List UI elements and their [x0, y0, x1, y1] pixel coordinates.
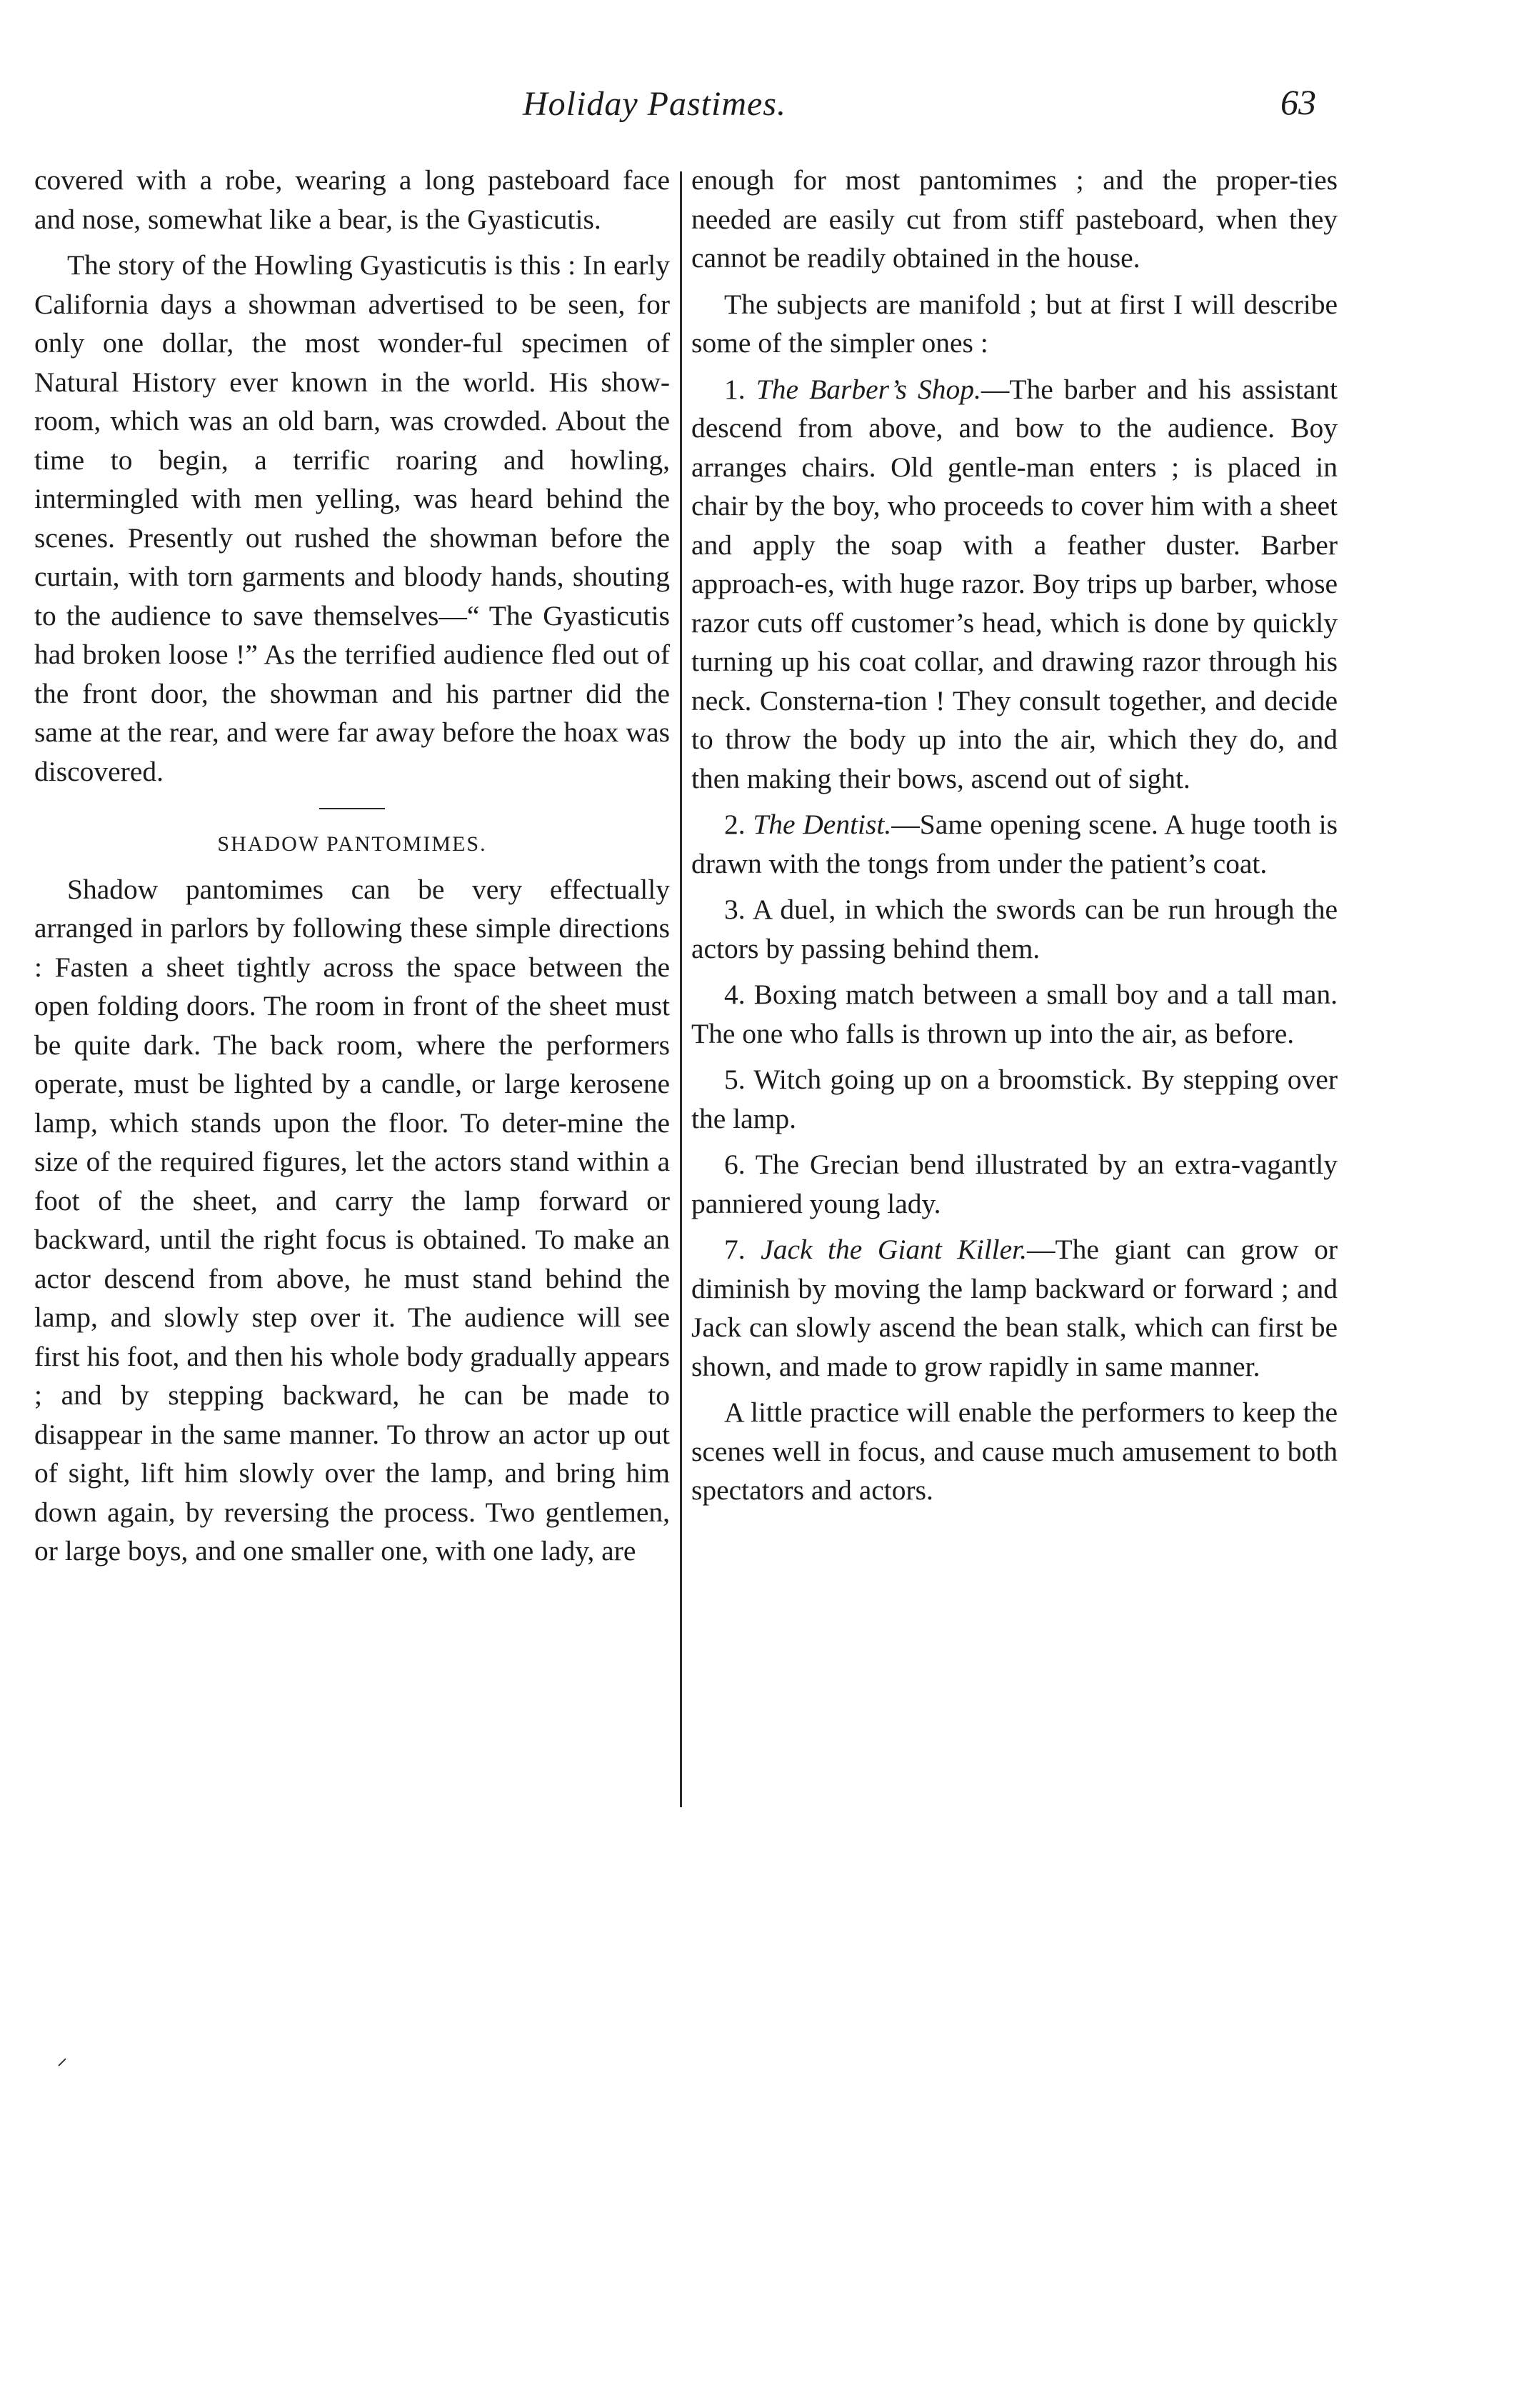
list-item — [691, 1230, 1338, 1386]
item-number: 3. — [724, 894, 746, 925]
right-column — [691, 161, 1338, 1517]
item-number: 7. — [724, 1234, 746, 1265]
list-item — [691, 975, 1338, 1053]
paragraph: covered with a robe, wearing a long pasteboard face and nose, somewhat like a bear, is the Gyasticutis. — [34, 164, 670, 235]
list-item — [691, 805, 1338, 883]
list-item — [691, 1060, 1338, 1138]
item-number: 6. — [724, 1149, 746, 1180]
page-number: 63 — [1280, 82, 1316, 122]
item-text: —Same opening scene. A huge tooth is drawn with the tongs from under the patient’s coat. — [691, 809, 1338, 879]
running-head — [0, 84, 1524, 141]
list-item — [691, 890, 1338, 968]
left-column — [34, 161, 670, 1578]
paragraph: The story of the Howling Gyasticutis is this : In early California days a showman advertised to be seen, for only one dollar, the most wonder-ful specimen of Natural History ever known in the world. His show-room, which was an old barn, was crowded. About the time to begin, a terrific roaring and howling, intermingled with men yelling, was heard behind the scenes. Presently out rushed the showman before the curtain, with torn garments and bloody hands, shouting to the audience to save themselves—“ The Gyasticutis had broken loose !” As the terrified audience fled out of the front door, the showman and his partner did the same at the rear, and were far away before the hoax was discovered. — [34, 249, 670, 787]
paragraph: Shadow pantomimes can be very effectually arranged in parlors by following these simple directions : Fasten a sheet tightly across the space between the open folding doors. The room in front of the sheet must be quite dark. The back room, where the performers operate, must be lighted by a candle, or large kerosene lamp, which stands upon the floor. To deter-mine the size of the required figures, let the actors stand within a foot of the sheet, and carry the lamp forward or backward, until the right focus is obtained. To make an actor descend from above, he must stand behind the lamp, and slowly step over it. The audience will see first his foot, and then his whole body gradually appears ; and by stepping backward, he can be made to disappear in the same manner. To throw an actor up out of sight, lift him slowly over the lamp, and bring him down again, by reversing the process. Two gentlemen, or large boys, and one smaller one, with one lady, are — [34, 873, 670, 1567]
item-number: 2. — [724, 809, 746, 840]
section-divider — [319, 808, 385, 809]
item-number: 5. — [724, 1064, 746, 1095]
paragraph: A little practice will enable the performers to keep the scenes well in focus, and cause much amusement to both spectators and actors. — [691, 1397, 1338, 1506]
paragraph: The subjects are manifold ; but at first I will describe some of the simpler ones : — [691, 288, 1338, 359]
list-item — [691, 1145, 1338, 1223]
item-number: 4. — [724, 979, 746, 1010]
item-text: The Grecian bend illustrated by an extra-vagantly panniered young lady. — [691, 1149, 1338, 1219]
running-title: Holiday Pastimes. — [523, 85, 786, 123]
item-number: 1. — [724, 373, 746, 405]
section-heading: SHADOW PANTOMIMES. — [217, 832, 487, 856]
item-title: The Dentist. — [753, 809, 892, 840]
item-text: —The giant can grow or diminish by moving the lamp backward or forward ; and Jack can slowly ascend the bean stalk, which can first be shown, and made to grow rapidly in same manner. — [691, 1234, 1338, 1382]
column-divider — [680, 171, 682, 1807]
item-text: Boxing match between a small boy and a tall man. The one who falls is thrown up into the air, as before. — [691, 979, 1338, 1049]
paragraph: enough for most pantomimes ; and the proper-ties needed are easily cut from stiff pasteboard, when they cannot be readily obtained in the house. — [691, 164, 1338, 274]
item-title: The Barber’s Shop. — [756, 373, 981, 405]
item-title: Jack the Giant Killer. — [761, 1234, 1028, 1265]
item-text: A duel, in which the swords can be run hrough the actors by passing behind them. — [691, 894, 1338, 964]
item-text: Witch going up on a broomstick. By stepping over the lamp. — [691, 1064, 1338, 1134]
list-item — [691, 370, 1338, 799]
stray-mark — [58, 2058, 66, 2066]
item-text: —The barber and his assistant descend from above, and bow to the audience. Boy arranges chairs. Old gentle-man enters ; is placed in chair by the boy, who proceeds to cover him with a sheet and apply the soap with a feather duster. Barber approach-es, with huge razor. Boy trips up barber, whose razor cuts off customer’s head, which is done by quickly turning up his coat collar, and drawing razor through his neck. Consterna-tion ! They consult together, and decide to throw the body up into the air, which they do, and then making their bows, ascend out of sight. — [691, 373, 1338, 794]
